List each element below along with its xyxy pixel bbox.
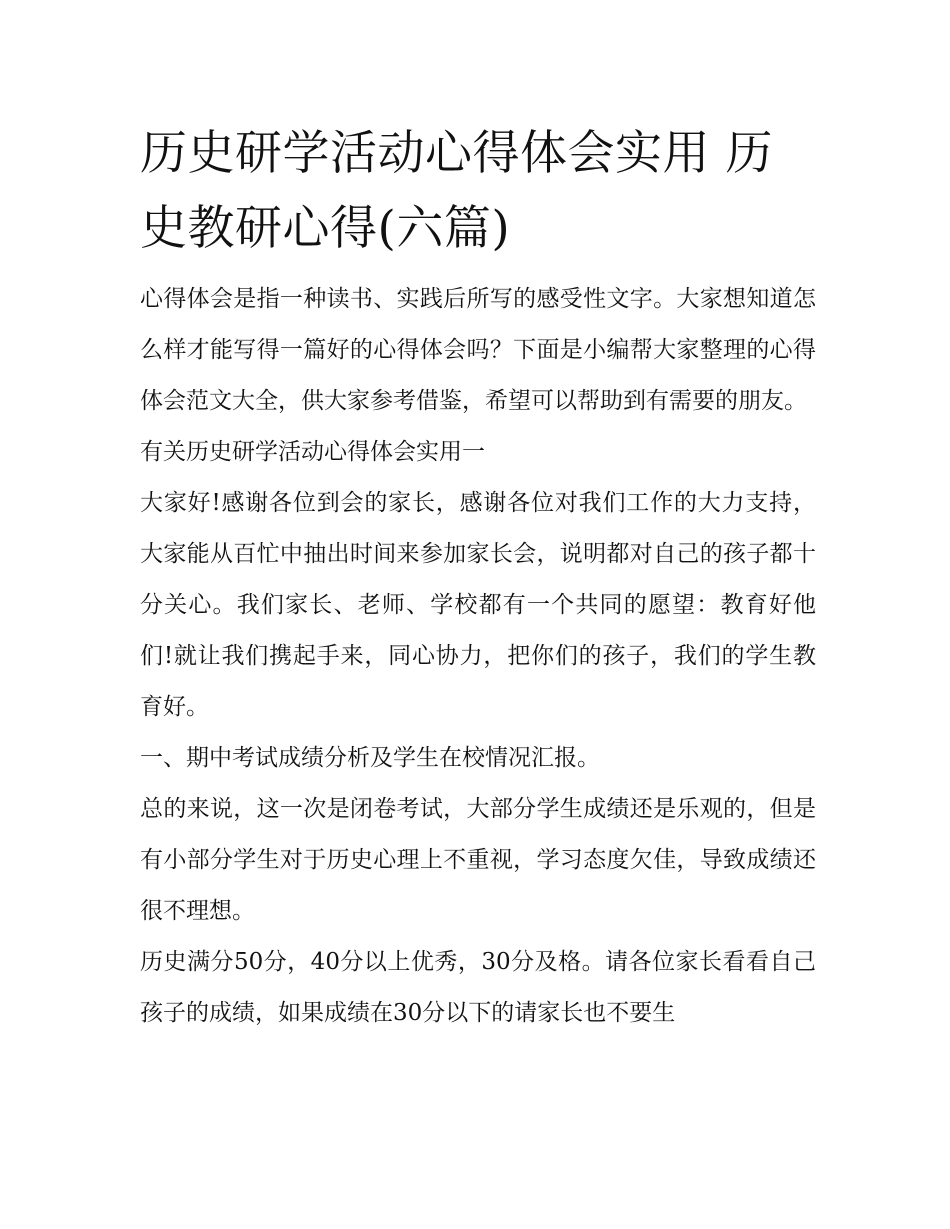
paragraph-score-standards: 历史满分50分，40分以上优秀，30分及格。请各位家长看看自己孩子的成绩，如果成绩在30分以下的请家长也不要生 <box>140 949 816 1026</box>
subsection-heading-exam-analysis: 一、期中考试成绩分析及学生在校情况汇报。 <box>140 745 600 771</box>
document-page <box>140 116 816 1039</box>
document-title: 历史研学活动心得体会实用 历史教研心得(六篇) <box>140 126 773 256</box>
paragraph-greeting: 大家好!感谢各位到会的家长，感谢各位对我们工作的大力支持，大家能从百忙中抽出时间来参加家长会，说明都对自己的孩子都十分关心。我们家长、老师、学校都有一个共同的愿望：教育好他们!就让我们携起手来，同心协力，把你们的孩子，我们的学生教育好。 <box>140 490 816 720</box>
paragraph-intro: 心得体会是指一种读书、实践后所写的感受性文字。大家想知道怎么样才能写得一篇好的心得体会吗？下面是小编帮大家整理的心得体会范文大全，供大家参考借鉴，希望可以帮助到有需要的朋友。 <box>140 286 816 414</box>
section-heading-one: 有关历史研学活动心得体会实用一 <box>140 439 485 465</box>
paragraph-overall-results: 总的来说，这一次是闭卷考试，大部分学生成绩还是乐观的，但是有小部分学生对于历史心理上不重视，学习态度欠佳，导致成绩还很不理想。 <box>140 796 816 924</box>
